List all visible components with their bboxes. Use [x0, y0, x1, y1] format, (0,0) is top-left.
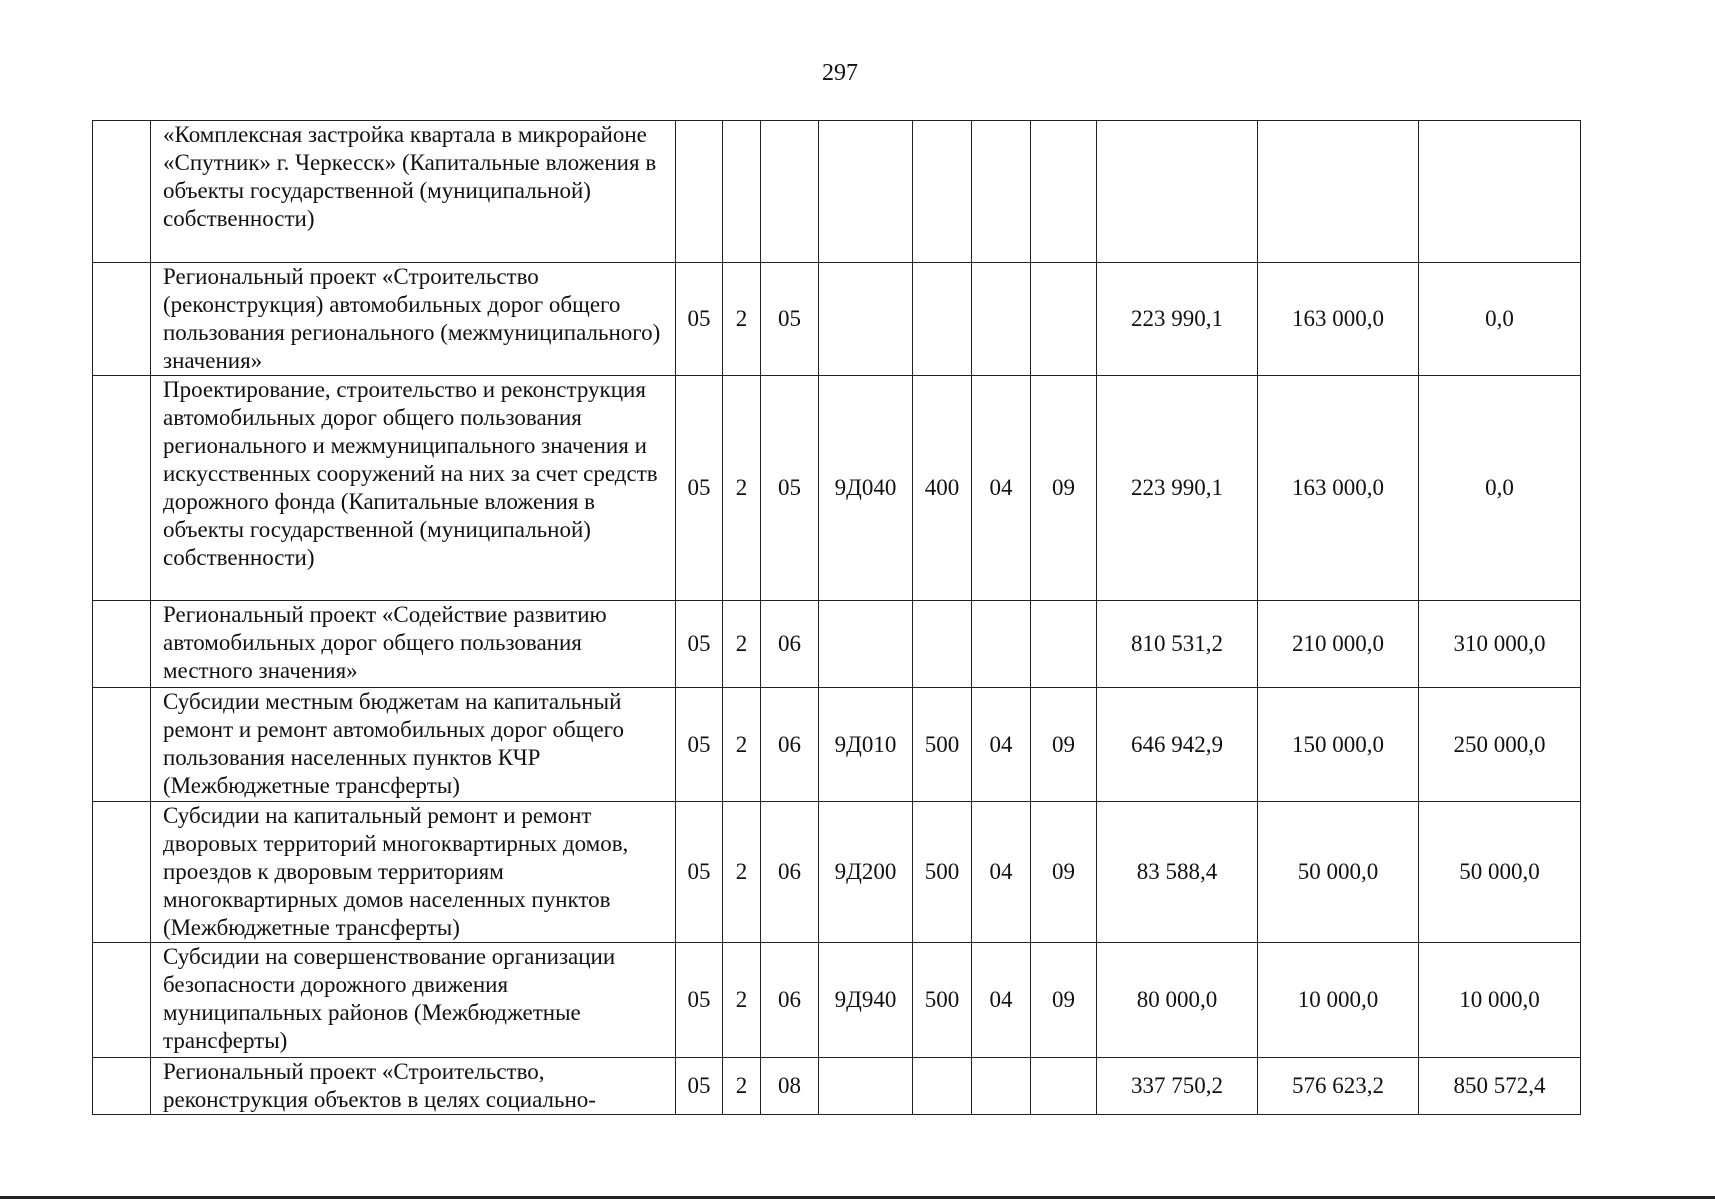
section-code: 04	[972, 688, 1031, 802]
subsection-code	[1031, 601, 1097, 688]
section-code: 04	[972, 802, 1031, 943]
code-part-3: 05	[761, 376, 819, 601]
code-part-4: 9Д010	[819, 688, 913, 802]
code-part-2: 2	[723, 601, 761, 688]
row-description: Субсидии на капитальный ремонт и ремонт дворовых территорий многоквартирных домов, проездов к дворовым территориям многоквартирных домов населенных пунктов (Межбюджетные трансферты)	[151, 802, 676, 943]
code-part-4: 9Д200	[819, 802, 913, 943]
row-number-cell	[93, 601, 151, 688]
subsection-code: 09	[1031, 802, 1097, 943]
expense-type	[913, 263, 972, 376]
amount-2: 210 000,0	[1258, 601, 1419, 688]
expense-type	[913, 121, 972, 263]
amount-2: 50 000,0	[1258, 802, 1419, 943]
code-part-4: 9Д040	[819, 376, 913, 601]
code-part-4: 9Д940	[819, 943, 913, 1058]
code-part-1: 05	[676, 1058, 723, 1115]
amount-2	[1258, 121, 1419, 263]
expense-type	[913, 601, 972, 688]
section-code: 04	[972, 943, 1031, 1058]
code-part-4	[819, 263, 913, 376]
code-part-3: 06	[761, 688, 819, 802]
amount-3	[1419, 121, 1581, 263]
table-row	[93, 802, 1581, 943]
amount-1: 223 990,1	[1097, 263, 1258, 376]
section-code	[972, 1058, 1031, 1115]
code-part-2: 2	[723, 688, 761, 802]
code-part-3: 06	[761, 802, 819, 943]
amount-3: 250 000,0	[1419, 688, 1581, 802]
amount-1: 80 000,0	[1097, 943, 1258, 1058]
row-description: «Комплексная застройка квартала в микрорайоне «Спутник» г. Черкесск» (Капитальные вложения в объекты государственной (муниципальной) собственности)	[151, 121, 676, 263]
amount-3: 0,0	[1419, 376, 1581, 601]
amount-2: 150 000,0	[1258, 688, 1419, 802]
table-row	[93, 263, 1581, 376]
section-code: 04	[972, 376, 1031, 601]
subsection-code	[1031, 1058, 1097, 1115]
code-part-1: 05	[676, 943, 723, 1058]
row-description: Субсидии на совершенствование организации безопасности дорожного движения муниципальных районов (Межбюджетные трансферты)	[151, 943, 676, 1058]
table-row	[93, 943, 1581, 1058]
amount-1: 646 942,9	[1097, 688, 1258, 802]
code-part-2: 2	[723, 1058, 761, 1115]
code-part-1: 05	[676, 802, 723, 943]
section-code	[972, 263, 1031, 376]
subsection-code	[1031, 263, 1097, 376]
subsection-code: 09	[1031, 688, 1097, 802]
row-number-cell	[93, 121, 151, 263]
amount-3: 0,0	[1419, 263, 1581, 376]
amount-2: 576 623,2	[1258, 1058, 1419, 1115]
page-number: 297	[822, 60, 858, 86]
code-part-3: 06	[761, 943, 819, 1058]
code-part-2: 2	[723, 263, 761, 376]
code-part-1: 05	[676, 601, 723, 688]
row-description: Проектирование, строительство и реконструкция автомобильных дорог общего пользования регионального и межмуниципального значения и искусственных сооружений на них за счет средств дорожного фонда (Капитальные вложения в объекты государственной (муниципальной) собственности)	[151, 376, 676, 601]
expense-type: 500	[913, 943, 972, 1058]
code-part-1: 05	[676, 263, 723, 376]
row-description: Субсидии местным бюджетам на капитальный ремонт и ремонт автомобильных дорог общего пользования населенных пунктов КЧР (Межбюджетные трансферты)	[151, 688, 676, 802]
code-part-1	[676, 121, 723, 263]
row-description: Региональный проект «Строительство, реконструкция объектов в целях социально-	[151, 1058, 676, 1115]
code-part-1: 05	[676, 376, 723, 601]
row-number-cell	[93, 376, 151, 601]
section-code	[972, 121, 1031, 263]
amount-2: 163 000,0	[1258, 376, 1419, 601]
code-part-3: 05	[761, 263, 819, 376]
table-row	[93, 1058, 1581, 1115]
row-number-cell	[93, 802, 151, 943]
amount-1: 83 588,4	[1097, 802, 1258, 943]
expense-type: 400	[913, 376, 972, 601]
table-row	[93, 601, 1581, 688]
code-part-2: 2	[723, 943, 761, 1058]
table-row	[93, 121, 1581, 263]
subsection-code: 09	[1031, 376, 1097, 601]
row-number-cell	[93, 943, 151, 1058]
code-part-2: 2	[723, 376, 761, 601]
amount-1: 810 531,2	[1097, 601, 1258, 688]
row-description: Региональный проект «Содействие развитию автомобильных дорог общего пользования местного значения»	[151, 601, 676, 688]
code-part-4	[819, 1058, 913, 1115]
subsection-code	[1031, 121, 1097, 263]
code-part-4	[819, 121, 913, 263]
amount-2: 10 000,0	[1258, 943, 1419, 1058]
row-number-cell	[93, 1058, 151, 1115]
code-part-3	[761, 121, 819, 263]
row-number-cell	[93, 263, 151, 376]
section-code	[972, 601, 1031, 688]
amount-3: 50 000,0	[1419, 802, 1581, 943]
code-part-4	[819, 601, 913, 688]
row-number-cell	[93, 688, 151, 802]
expense-type: 500	[913, 802, 972, 943]
amount-1: 223 990,1	[1097, 376, 1258, 601]
table-row	[93, 376, 1581, 601]
expense-type	[913, 1058, 972, 1115]
subsection-code: 09	[1031, 943, 1097, 1058]
budget-table	[92, 120, 1581, 1115]
amount-3: 10 000,0	[1419, 943, 1581, 1058]
page-bottom-edge	[0, 1196, 1715, 1199]
row-description: Региональный проект «Строительство (реконструкция) автомобильных дорог общего пользования регионального (межмуниципального) значения»	[151, 263, 676, 376]
code-part-3: 08	[761, 1058, 819, 1115]
amount-1	[1097, 121, 1258, 263]
amount-1: 337 750,2	[1097, 1058, 1258, 1115]
amount-2: 163 000,0	[1258, 263, 1419, 376]
table-row	[93, 688, 1581, 802]
code-part-2: 2	[723, 802, 761, 943]
amount-3: 850 572,4	[1419, 1058, 1581, 1115]
code-part-3: 06	[761, 601, 819, 688]
code-part-1: 05	[676, 688, 723, 802]
amount-3: 310 000,0	[1419, 601, 1581, 688]
expense-type: 500	[913, 688, 972, 802]
code-part-2	[723, 121, 761, 263]
